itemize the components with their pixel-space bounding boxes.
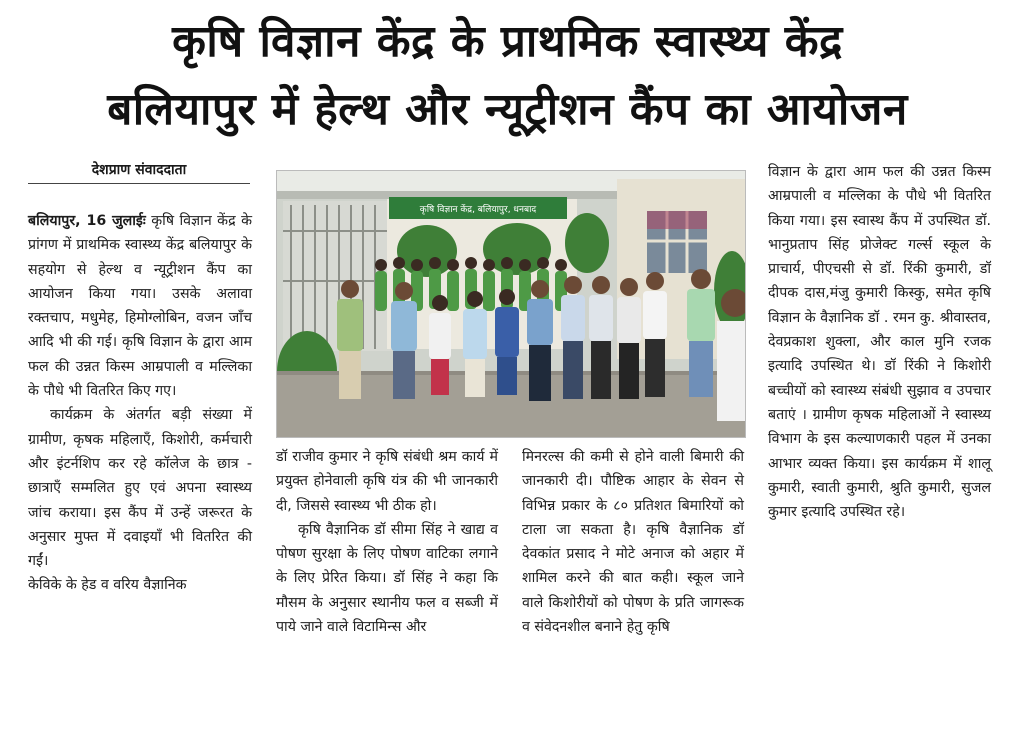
article-column-3 bbox=[522, 445, 744, 639]
article-column-2 bbox=[276, 445, 498, 639]
paragraph: डॉ राजीव कुमार ने कृषि संबंधी श्रम कार्य में प्रयुक्त होनेवाली कृषि यंत्र की भी जानकारी दी, जिससे स्वास्थ्य भी ठीक हो। bbox=[276, 449, 498, 514]
paragraph: विज्ञान के द्वारा आम फल की उन्नत किस्म आम्रपाली व मल्लिका के पौधे भी वितरित किया गया। इस स्वास्थ कैंप में उपस्थित डॉ. भानुप्रताप सिंह प्रोजेक्ट गर्ल्स स्कूल के प्राचार्य, पीएचसी से डॉ. रिंकी कुमारी, डॉ दीपक दास,मंजु कुमारी किस्कु, समेत कृषि विज्ञान के वैज्ञानिक डॉ . रमन कु. श्रीवास्तव, देवप्रकाश शुक्ला, और काल मुनि रजक इत्यादि उपस्थित थे। डॉ रिंकी ने किशोरी बच्चीयों को स्वास्थ्य संबंधी सुझाव व उपचार बताएं । ग्रामीण कृषक महिलाओं ने स्वास्थ्य विभाग के इस कल्याणकारी पहल में उनका आभार व्यक्त किया। इस कार्यक्रम में शालू कुमारी, स्वाती कुमारी, श्रुति कुमारी, सुजल कुमार इत्यादि उपस्थित रहे। bbox=[768, 164, 991, 521]
article-column-1 bbox=[28, 209, 252, 598]
paragraph: केविके के हेड व वरिय वैज्ञानिक bbox=[28, 577, 187, 594]
paragraph: कृषि विज्ञान केंद्र के प्रांगण में प्राथमिक स्वास्थ्य केंद्र बलियापुर के सहयोग से हेल्थ व न्यूट्रीशन कैंप का आयोजन किया गया। उसके अलावा रक्तचाप, मधुमेह, हिमोग्लोबिन, वजन जाँच आदि भी की गई। कृषि विज्ञान के द्वारा आम फल की उन्नत किस्म आम्रपाली व मल्लिका के पौधे भी वितरित किए गए। bbox=[28, 213, 252, 400]
paragraph: मिनरल्स की कमी से होने वाली बिमारी की जानकारी दी। पौष्टिक आहार के सेवन से विभिन्न प्रकार के ८० प्रतिशत बिमारियों को टाला जा सकता है। कृषि वैज्ञानिक डॉ देवकांत प्रसाद ने मोटे अनाज को अहार में शामिल करने की बात कही। स्कूल जाने वाले किशोरीयों को पोषण के प्रति जागरूक व संवेदनशील बनाने हेतु कृषि bbox=[522, 449, 744, 636]
headline-line-1: कृषि विज्ञान केंद्र के प्राथमिक स्वास्थ्य केंद्र bbox=[172, 16, 843, 67]
article-column-4 bbox=[768, 160, 991, 524]
news-photo bbox=[276, 170, 746, 438]
paragraph: कार्यक्रम के अंतर्गत बड़ी संख्या में ग्रामीण, कृषक महिलाएँ, किशोरी, कर्मचारी और इंटर्नशिप कर रहे कॉलेज के छात्र - छात्राएँ सम्मलित हुए एवं अपना स्वास्थ्य जांच कराया। इस कैंप में उन्हें जरूरत के अनुसार मुफ्त में दवाइयाँ भी वितरित की गईं। bbox=[28, 407, 252, 570]
signboard-text: कृषि विज्ञान केंद्र, बलियापुर, धनबाद bbox=[419, 205, 537, 215]
byline: देशप्राण संवाददाता bbox=[28, 160, 250, 184]
signboard bbox=[389, 197, 567, 219]
headline-line-2: बलियापुर में हेल्थ और न्यूट्रीशन कैंप का आयोजन bbox=[107, 84, 908, 135]
paragraph: कृषि वैज्ञानिक डॉ सीमा सिंह ने खाद्य व पोषण सुरक्षा के लिए पोषण वाटिका लगाने के लिए प्रेरित किया। डॉ सिंह ने कहा कि मौसम के अनुसार स्थानीय फल व सब्जी में पाये जाने वाले विटामिन्स और bbox=[276, 521, 498, 636]
dateline: बलियापुर, 16 जुलाईः bbox=[28, 213, 146, 229]
